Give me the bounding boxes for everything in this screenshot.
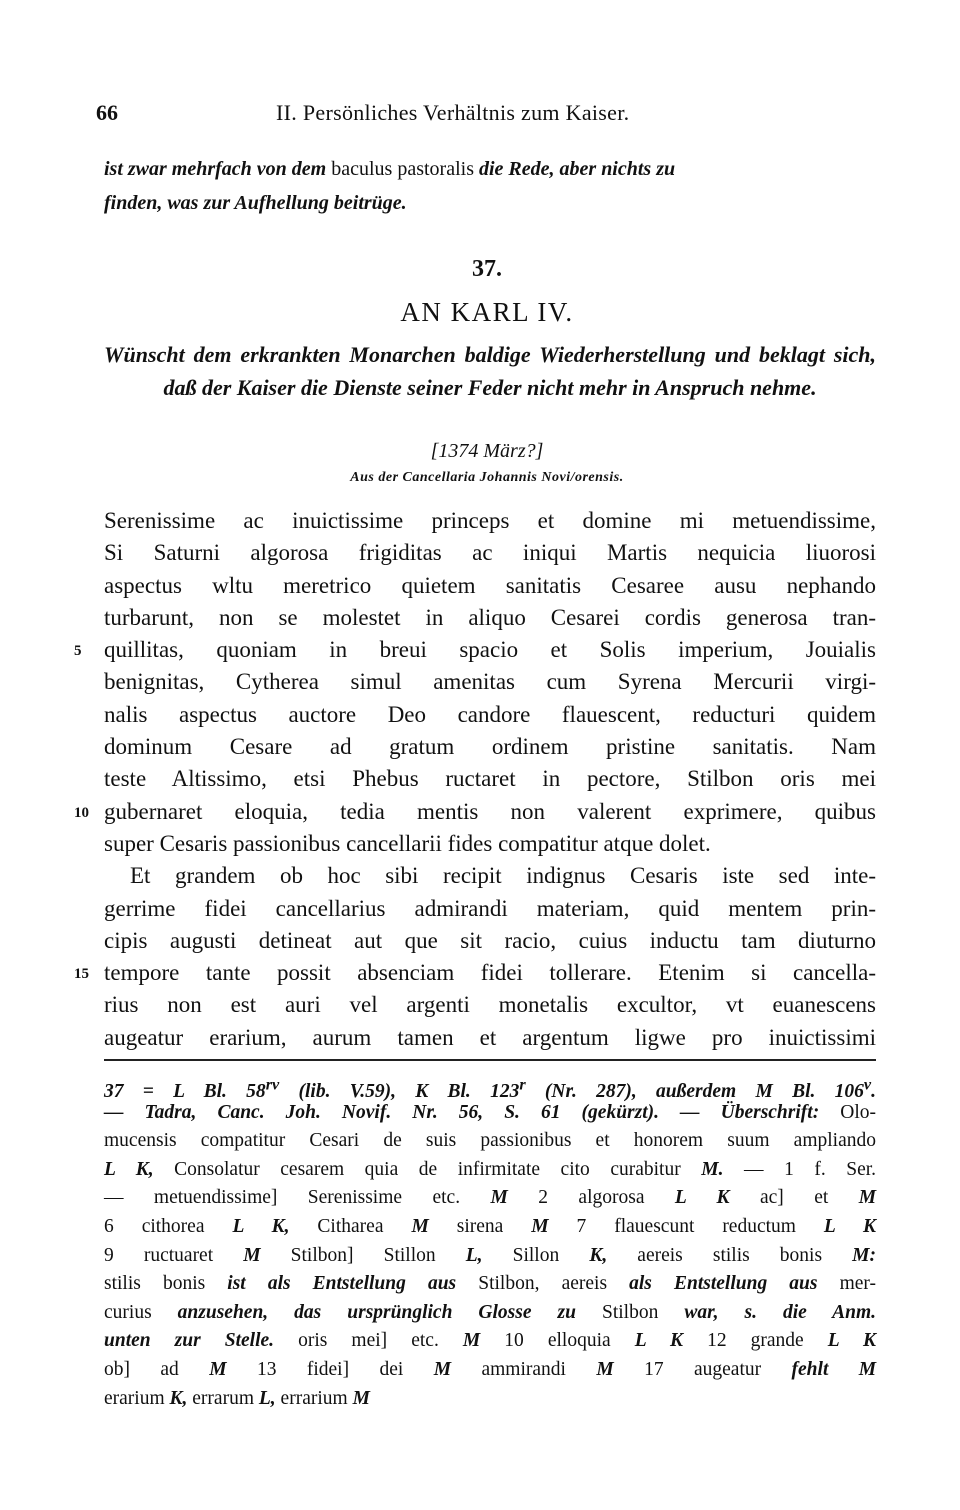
- note-text: 13 fidei] dei: [256, 1358, 404, 1380]
- body-line-15: [74, 957, 876, 989]
- note-text: M: [433, 1358, 452, 1380]
- note-text: M:: [852, 1244, 876, 1266]
- body-line: aspectus wltu meretrico quietem sanitatis Cesaree ausu nephando: [104, 572, 876, 598]
- running-title: II. Persönliches Verhältnis zum Kaiser.: [276, 100, 630, 125]
- note-text: L K,: [104, 1158, 154, 1180]
- note-text: stilis bonis: [104, 1273, 206, 1295]
- note-text: curius: [104, 1301, 152, 1323]
- letter-number: 37.: [472, 256, 502, 282]
- note-text: M: [596, 1358, 614, 1380]
- note-text: Stilbon, aereis: [478, 1273, 608, 1295]
- note-text: L K: [634, 1330, 683, 1352]
- body-line: super Cesaris passionibus cancellarii fides compatitur atque dolet.: [104, 830, 711, 856]
- note-text: L,: [258, 1387, 276, 1409]
- note-text: 6 cithorea: [104, 1215, 205, 1237]
- body-line: dominum Cesare ad gratum ordinem pristine sanitatis. Nam: [104, 734, 876, 760]
- note-text: sirena: [456, 1215, 504, 1237]
- letter-body: [74, 505, 876, 1054]
- note-text: anzusehen, das ursprünglich Glosse zu: [177, 1301, 576, 1323]
- note-text: Stilbon] Stillon: [290, 1244, 436, 1266]
- note-text: 12 grande: [707, 1330, 804, 1352]
- intro-paragraph: [104, 152, 876, 220]
- note-text: — 1 f. Ser.: [744, 1158, 877, 1180]
- note-text: errarium: [280, 1387, 348, 1409]
- note-text: M: [462, 1330, 481, 1352]
- footnote-divider: [104, 1059, 876, 1061]
- note-text: — Tadra, Canc. Joh. Novif. Nr. 56, S. 61 (gekürzt). — Überschrift:: [104, 1101, 820, 1123]
- note-text: L K,: [232, 1215, 290, 1237]
- note-text: (Nr. 287), außerdem M Bl. 106: [525, 1080, 864, 1102]
- note-sup: rv: [265, 1075, 280, 1093]
- critical-apparatus: [104, 1070, 876, 1413]
- page-number: 66: [96, 100, 118, 125]
- note-text: M: [243, 1244, 261, 1266]
- body-line: nalis aspectus auctore Deo candore flauescent, reducturi quidem: [104, 701, 876, 727]
- note-text: mer-: [839, 1273, 876, 1295]
- note-text: Citharea: [317, 1215, 384, 1237]
- note-line: [104, 1327, 876, 1356]
- note-line: [104, 1242, 876, 1271]
- note-text: fehlt M: [791, 1358, 877, 1380]
- body-line-text: gubernaret eloquia, tedia mentis non valerent exprimere, quibus: [104, 798, 876, 824]
- body-line: turbarunt, non se molestet in aliquo Cesarei cordis generosa tran-: [104, 604, 876, 630]
- note-text: M: [858, 1187, 877, 1209]
- body-line: Serenissime ac inuictissime princeps et domine mi metuendissime,: [104, 508, 876, 533]
- note-line: [104, 1356, 876, 1385]
- note-text: errarum: [192, 1387, 254, 1409]
- body-line: benignitas, Cytherea simul amenitas cum Syrena Mercurii virgi-: [104, 669, 876, 695]
- note-text: — metuendissime] Serenissime etc.: [104, 1187, 461, 1209]
- note-text: ac] et: [759, 1187, 829, 1209]
- note-line: [104, 1299, 876, 1328]
- note-text: 2 algorosa: [538, 1187, 645, 1209]
- note-text: war, s. die Anm.: [684, 1301, 877, 1323]
- note-text: K,: [169, 1387, 188, 1409]
- intro-text-1: ist zwar mehrfach von dem: [104, 158, 327, 180]
- letter-source: Aus der Cancellaria Johannis Novi/orensis.: [350, 470, 624, 485]
- note-text: Olo-: [840, 1101, 877, 1123]
- note-text: M: [490, 1187, 508, 1209]
- intro-text-2: baculus pastoralis: [331, 158, 474, 180]
- note-text: M: [209, 1358, 227, 1380]
- note-line: [104, 1385, 876, 1414]
- letter-summary: Wünscht dem erkrankten Monarchen baldige Wiederherstellung und beklagt sich, daß der Kaiser die Dienste seiner Feder nicht mehr in Anspruch nehme.: [104, 342, 876, 400]
- body-line-10: [74, 796, 876, 828]
- note-text: oris mei] etc.: [298, 1330, 439, 1352]
- note-text: L K: [674, 1187, 730, 1209]
- note-text: L K: [823, 1215, 877, 1237]
- note-line: [104, 1270, 876, 1299]
- body-line: gerrime fidei cancellarius admirandi materiam, quid mentem prin-: [104, 895, 876, 921]
- note-text: ammirandi: [481, 1358, 566, 1380]
- note-line: [104, 1156, 876, 1185]
- note-text: Stilbon: [601, 1301, 659, 1323]
- body-line: Et grandem ob hoc sibi recipit indignus Cesaris iste sed inte-: [130, 863, 876, 889]
- note-text: als Entstellung aus: [629, 1273, 818, 1295]
- note-line: [104, 1070, 876, 1102]
- intro-text-4: finden, was zur Aufhellung beitrüge.: [104, 192, 407, 214]
- note-text: .: [871, 1080, 876, 1102]
- note-text: 7 flauescunt reductum: [576, 1215, 796, 1237]
- note-text: aereis stilis bonis: [637, 1244, 823, 1266]
- note-text: 10 elloquia: [504, 1330, 611, 1352]
- note-text: ob] ad: [104, 1358, 179, 1380]
- note-line: mucensis compatitur Cesari de suis passionibus et honorem suum ampliando: [104, 1130, 876, 1152]
- note-text: L,: [465, 1244, 483, 1266]
- note-text: ist als Entstellung aus: [227, 1273, 457, 1295]
- note-text: Sillon: [512, 1244, 560, 1266]
- note-text: (lib. V.59), K Bl. 123: [279, 1080, 520, 1102]
- note-line: [104, 1184, 876, 1213]
- note-text: K,: [589, 1244, 608, 1266]
- body-line: rius non est auri vel argenti monetalis excultor, vt euanescens: [104, 992, 876, 1018]
- body-line-5: [74, 634, 876, 666]
- body-line: teste Altissimo, etsi Phebus ructaret in pectore, Stilbon oris mei: [104, 766, 876, 792]
- note-text: erarium: [104, 1387, 165, 1409]
- body-line-text: tempore tante possit absenciam fidei tollerare. Etenim si cancella-: [104, 960, 876, 986]
- note-text: 37 = L Bl. 58: [104, 1080, 266, 1102]
- note-sup: v: [863, 1075, 872, 1093]
- note-text: unten zur Stelle.: [104, 1330, 275, 1352]
- note-text: M: [352, 1387, 370, 1409]
- line-number: 5: [74, 643, 82, 660]
- note-line: [104, 1213, 876, 1242]
- letter-date: [1374 März?]: [430, 440, 544, 462]
- line-number: 10: [74, 804, 89, 821]
- body-line: Si Saturni algorosa frigiditas ac iniqui Martis nequicia liuorosi: [104, 540, 876, 566]
- note-line: [104, 1099, 876, 1128]
- note-text: M: [531, 1215, 549, 1237]
- note-text: 9 ructuaret: [104, 1244, 214, 1266]
- running-head: [96, 100, 864, 130]
- body-line: cipis augusti detineat aut que sit racio, cuius inductu tam diuturno: [104, 927, 876, 953]
- note-text: Consolatur cesarem quia de infirmitate cito curabitur: [174, 1158, 681, 1180]
- line-number: 15: [74, 966, 89, 983]
- letter-title: AN KARL IV.: [400, 297, 574, 327]
- note-text: M: [411, 1215, 429, 1237]
- note-text: L K: [827, 1330, 877, 1352]
- note-sup: r: [519, 1075, 526, 1093]
- note-text: M.: [701, 1158, 724, 1180]
- body-line-text: quillitas, quoniam in breui spacio et Solis imperium, Jouialis: [104, 637, 876, 663]
- body-line: augeatur erarium, aurum tamen et argentum ligwe pro inuictissimi: [104, 1024, 876, 1050]
- intro-text-3: die Rede, aber nichts zu: [479, 158, 676, 180]
- note-text: 17 augeatur: [644, 1358, 762, 1380]
